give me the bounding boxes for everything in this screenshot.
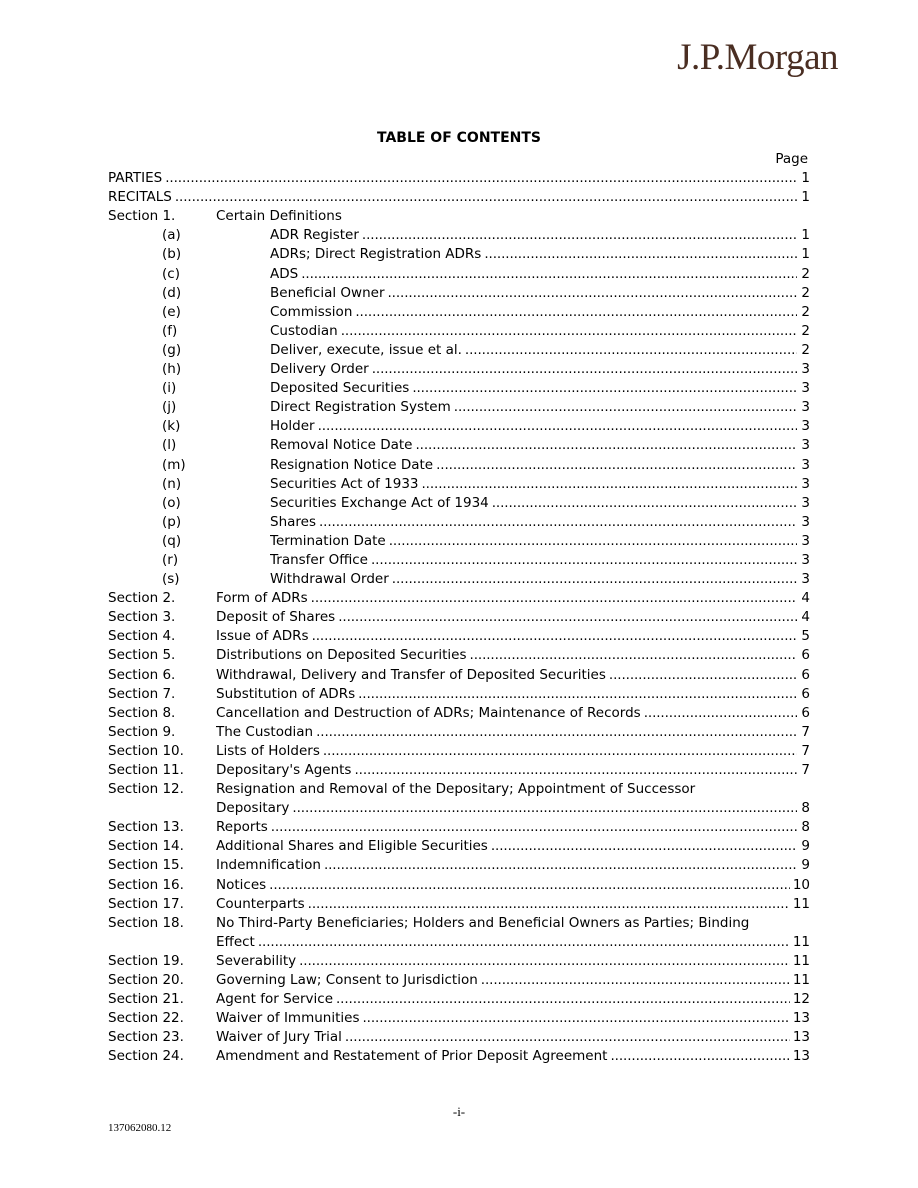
toc-row bbox=[108, 799, 810, 818]
toc-row bbox=[108, 494, 810, 513]
page-number: 2 bbox=[801, 303, 810, 320]
toc-row bbox=[108, 207, 810, 226]
entry-title: Waiver of Immunities bbox=[216, 1010, 360, 1027]
toc-row bbox=[108, 1009, 810, 1028]
entry-title: Severability bbox=[216, 952, 297, 969]
toc-entry-line bbox=[216, 742, 810, 761]
dot-leader bbox=[422, 475, 798, 494]
page-number: 2 bbox=[801, 341, 810, 358]
definition-letter: (c) bbox=[162, 265, 180, 282]
page-number: 2 bbox=[801, 322, 810, 339]
toc-row bbox=[108, 417, 810, 436]
section-number: Section 19. bbox=[108, 952, 184, 969]
dot-leader bbox=[644, 704, 797, 723]
toc-row bbox=[108, 303, 810, 322]
entry-title: Delivery Order bbox=[270, 361, 369, 378]
dot-leader bbox=[412, 379, 797, 398]
toc-row bbox=[108, 761, 810, 780]
entry-title: Waiver of Jury Trial bbox=[216, 1029, 342, 1046]
entry-title: Custodian bbox=[270, 322, 338, 339]
toc-entry-line bbox=[270, 245, 810, 264]
dot-leader bbox=[323, 742, 797, 761]
dot-leader bbox=[345, 1028, 790, 1047]
page-number: 11 bbox=[792, 972, 810, 989]
toc-row bbox=[108, 723, 810, 742]
entry-title: Transfer Office bbox=[270, 551, 368, 568]
definition-letter: (k) bbox=[162, 418, 181, 435]
section-title-line1: Resignation and Removal of the Depositary; Appointment of Successor bbox=[216, 781, 696, 798]
toc-entry-line bbox=[216, 876, 810, 895]
section-number: Section 17. bbox=[108, 895, 184, 912]
toc-entry-line bbox=[270, 284, 810, 303]
entry-title: Beneficial Owner bbox=[270, 284, 385, 301]
toc-entry-line bbox=[270, 379, 810, 398]
entry-title: ADRs; Direct Registration ADRs bbox=[270, 246, 482, 263]
toc-row bbox=[108, 933, 810, 952]
page-number: 1 bbox=[801, 227, 810, 244]
toc-row bbox=[108, 341, 810, 360]
toc-entry-line bbox=[216, 837, 810, 856]
dot-leader bbox=[481, 971, 790, 990]
toc-entry-line bbox=[216, 761, 810, 780]
toc-row bbox=[108, 742, 810, 761]
page-number: 9 bbox=[801, 838, 810, 855]
definition-letter: (q) bbox=[162, 532, 182, 549]
entry-title: Notices bbox=[216, 876, 267, 893]
toc-entry-line bbox=[270, 417, 810, 436]
toc-entry-line bbox=[216, 952, 810, 971]
dot-leader bbox=[292, 799, 797, 818]
page-number: 6 bbox=[801, 685, 810, 702]
entry-title: Securities Exchange Act of 1934 bbox=[270, 494, 489, 511]
toc-entry-line bbox=[216, 608, 810, 627]
toc-entry-line bbox=[270, 398, 810, 417]
toc-row bbox=[108, 322, 810, 341]
dot-leader bbox=[271, 818, 797, 837]
page-number: 3 bbox=[801, 494, 810, 511]
definition-letter: (n) bbox=[162, 475, 182, 492]
toc-row bbox=[108, 837, 810, 856]
page-number: 6 bbox=[801, 704, 810, 721]
dot-leader bbox=[336, 990, 790, 1009]
section-number: Section 23. bbox=[108, 1029, 184, 1046]
toc-row bbox=[108, 532, 810, 551]
definition-letter: (m) bbox=[162, 456, 186, 473]
page-number: 3 bbox=[801, 399, 810, 416]
page-number: 8 bbox=[801, 819, 810, 836]
page-number: 11 bbox=[792, 933, 810, 950]
page-number: 1 bbox=[801, 170, 810, 187]
jpmorgan-logo: J.P.Morgan bbox=[677, 37, 838, 78]
toc-row bbox=[108, 704, 810, 723]
toc-entry-line bbox=[216, 1047, 810, 1066]
page-number: 2 bbox=[801, 284, 810, 301]
dot-leader bbox=[389, 532, 797, 551]
entry-title: The Custodian bbox=[216, 723, 314, 740]
dot-leader bbox=[338, 608, 797, 627]
toc-row bbox=[108, 666, 810, 685]
toc-entry-line bbox=[216, 685, 810, 704]
section-title-line1: No Third-Party Beneficiaries; Holders and Beneficial Owners as Parties; Binding bbox=[216, 914, 750, 931]
toc-entry-line bbox=[270, 265, 810, 284]
entry-title: Resignation Notice Date bbox=[270, 456, 434, 473]
toc-row bbox=[108, 627, 810, 646]
dot-leader bbox=[312, 627, 797, 646]
entry-title: Depositary's Agents bbox=[216, 762, 352, 778]
section-number: Section 7. bbox=[108, 685, 176, 702]
page-number: 2 bbox=[801, 265, 810, 282]
toc-entry-line bbox=[270, 303, 810, 322]
page-number: 7 bbox=[801, 742, 810, 759]
page-number: 3 bbox=[801, 380, 810, 397]
dot-leader bbox=[465, 341, 797, 360]
dot-leader bbox=[165, 169, 797, 188]
section-number: Section 8. bbox=[108, 704, 176, 721]
toc-row bbox=[108, 245, 810, 264]
page-number: 3 bbox=[801, 475, 810, 492]
dot-leader bbox=[258, 933, 790, 952]
dot-leader bbox=[362, 226, 797, 245]
entry-title: Governing Law; Consent to Jurisdiction bbox=[216, 972, 478, 989]
page-number: 3 bbox=[801, 361, 810, 378]
toc-entry-line bbox=[270, 226, 810, 245]
dot-leader bbox=[299, 952, 790, 971]
definition-letter: (j) bbox=[162, 399, 177, 416]
entry-title: Issue of ADRs bbox=[216, 628, 309, 645]
toc-entry-line bbox=[216, 589, 810, 608]
section-number: Section 9. bbox=[108, 723, 176, 740]
page-number: 13 bbox=[792, 1048, 810, 1065]
entry-title: Removal Notice Date bbox=[270, 437, 413, 454]
dot-leader bbox=[308, 895, 790, 914]
dot-leader bbox=[341, 322, 797, 341]
toc-row bbox=[108, 379, 810, 398]
toc-entry-line bbox=[216, 704, 810, 723]
toc-row bbox=[108, 551, 810, 570]
toc-row bbox=[108, 646, 810, 665]
entry-title: Securities Act of 1933 bbox=[270, 475, 419, 492]
toc-entry-line bbox=[216, 627, 810, 646]
toc-row bbox=[108, 360, 810, 379]
dot-leader bbox=[269, 876, 790, 895]
entry-title: PARTIES bbox=[108, 170, 163, 187]
toc-entry-line bbox=[270, 475, 810, 494]
page-number: 7 bbox=[801, 723, 810, 740]
definition-letter: (d) bbox=[162, 284, 182, 301]
toc-row bbox=[108, 895, 810, 914]
toc-entry-line bbox=[216, 856, 810, 875]
definition-letter: (h) bbox=[162, 361, 182, 378]
section-number: Section 21. bbox=[108, 991, 184, 1008]
toc-row bbox=[108, 188, 810, 207]
entry-title: Shares bbox=[270, 513, 316, 530]
dot-leader bbox=[358, 685, 797, 704]
toc-entry-line bbox=[216, 666, 810, 685]
page-number: 4 bbox=[801, 609, 810, 626]
section-number: Section 20. bbox=[108, 972, 184, 989]
page-number: 3 bbox=[801, 532, 810, 549]
toc-entry-line bbox=[216, 646, 810, 665]
toc-body bbox=[108, 169, 810, 1066]
page-number: 13 bbox=[792, 1029, 810, 1046]
toc-entry-line bbox=[216, 818, 810, 837]
page-number: 8 bbox=[801, 800, 810, 817]
page-column-header: Page bbox=[775, 151, 808, 167]
page-number: 3 bbox=[801, 513, 810, 530]
toc-row bbox=[108, 608, 810, 627]
toc-row bbox=[108, 1047, 810, 1066]
page-number: 3 bbox=[801, 437, 810, 454]
entry-title: Withdrawal Order bbox=[270, 571, 389, 588]
entry-title: Counterparts bbox=[216, 895, 305, 912]
definition-letter: (r) bbox=[162, 551, 179, 568]
entry-title: Depositary bbox=[216, 800, 290, 817]
document-id: 137062080.12 bbox=[108, 1122, 172, 1134]
definition-letter: (b) bbox=[162, 246, 182, 263]
dot-leader bbox=[324, 856, 797, 875]
definition-letter: (l) bbox=[162, 437, 177, 454]
dot-leader bbox=[610, 1047, 789, 1066]
dot-leader bbox=[436, 456, 797, 475]
toc-entry-line bbox=[270, 532, 810, 551]
dot-leader bbox=[470, 646, 797, 665]
definition-letter: (f) bbox=[162, 322, 178, 339]
dot-leader bbox=[609, 666, 797, 685]
toc-entry-line bbox=[270, 436, 810, 455]
toc-entry-line bbox=[216, 895, 810, 914]
toc-entry-line bbox=[270, 322, 810, 341]
toc-row bbox=[108, 685, 810, 704]
page-number: 6 bbox=[801, 647, 810, 664]
page-number: 11 bbox=[792, 895, 810, 912]
definition-letter: (p) bbox=[162, 513, 182, 530]
entry-title: Commission bbox=[270, 303, 353, 320]
toc-entry-line bbox=[216, 933, 810, 952]
dot-leader bbox=[371, 551, 797, 570]
definition-letter: (e) bbox=[162, 303, 181, 320]
toc-row bbox=[108, 914, 810, 933]
toc-entry-line bbox=[216, 990, 810, 1009]
toc-row bbox=[108, 818, 810, 837]
toc-entry-line bbox=[270, 360, 810, 379]
section-number: Section 12. bbox=[108, 781, 184, 798]
entry-title: Cancellation and Destruction of ADRs; Maintenance of Records bbox=[216, 704, 641, 721]
entry-title: Lists of Holders bbox=[216, 742, 320, 759]
toc-row bbox=[108, 169, 810, 188]
entry-title: Deposit of Shares bbox=[216, 609, 336, 626]
toc-row bbox=[108, 284, 810, 303]
toc-row bbox=[108, 513, 810, 532]
toc-entry-line bbox=[216, 971, 810, 990]
entry-title: Form of ADRs bbox=[216, 590, 308, 607]
table-of-contents bbox=[108, 150, 810, 1067]
toc-row bbox=[108, 971, 810, 990]
definition-letter: (i) bbox=[162, 380, 177, 397]
toc-row bbox=[108, 1028, 810, 1047]
entry-title: Deliver, execute, issue et al. bbox=[270, 341, 462, 358]
page-number: 4 bbox=[801, 590, 810, 607]
dot-leader bbox=[318, 417, 797, 436]
section-number: Section 13. bbox=[108, 819, 184, 836]
dot-leader bbox=[388, 284, 798, 303]
toc-row bbox=[108, 265, 810, 284]
dot-leader bbox=[319, 513, 797, 532]
section-number: Section 10. bbox=[108, 742, 184, 759]
dot-leader bbox=[415, 436, 797, 455]
page-number: 9 bbox=[801, 857, 810, 874]
page-number: 7 bbox=[801, 762, 810, 778]
toc-entry-line bbox=[108, 188, 810, 207]
entry-title: Holder bbox=[270, 418, 315, 435]
definition-letter: (g) bbox=[162, 341, 182, 358]
entry-title: ADR Register bbox=[270, 227, 359, 244]
toc-entry-line bbox=[216, 1009, 810, 1028]
section-number: Section 4. bbox=[108, 628, 176, 645]
section-number: Section 15. bbox=[108, 857, 184, 874]
page-number: 10 bbox=[792, 876, 810, 893]
page-number: 3 bbox=[801, 418, 810, 435]
toc-entry-line bbox=[216, 1028, 810, 1047]
page-number: 13 bbox=[792, 1010, 810, 1027]
toc-row bbox=[108, 398, 810, 417]
toc-row bbox=[108, 456, 810, 475]
dot-leader bbox=[311, 589, 797, 608]
toc-row bbox=[108, 589, 810, 608]
toc-row bbox=[108, 856, 810, 875]
page-number: 3 bbox=[801, 456, 810, 473]
toc-row bbox=[108, 570, 810, 589]
section-number: Section 14. bbox=[108, 838, 184, 855]
section-number: Section 16. bbox=[108, 876, 184, 893]
toc-row bbox=[108, 475, 810, 494]
toc-entry-line bbox=[270, 494, 810, 513]
page-number: 12 bbox=[792, 991, 810, 1008]
toc-row bbox=[108, 952, 810, 971]
toc-title: TABLE OF CONTENTS bbox=[376, 130, 542, 146]
entry-title: ADS bbox=[270, 265, 299, 282]
dot-leader bbox=[355, 303, 797, 322]
entry-title: Deposited Securities bbox=[270, 380, 410, 397]
toc-entry-line bbox=[108, 169, 810, 188]
page-number: 6 bbox=[801, 666, 810, 683]
section-number: Section 6. bbox=[108, 666, 176, 683]
entry-title: Termination Date bbox=[270, 532, 386, 549]
section-number: Section 22. bbox=[108, 1010, 184, 1027]
entry-title: Substitution of ADRs bbox=[216, 685, 356, 702]
entry-title: Reports bbox=[216, 819, 268, 836]
entry-title: Effect bbox=[216, 933, 255, 950]
toc-row bbox=[108, 876, 810, 895]
definition-letter: (a) bbox=[162, 227, 181, 244]
entry-title: Indemnification bbox=[216, 857, 321, 874]
page-number: 3 bbox=[801, 571, 810, 588]
page-number: 1 bbox=[801, 246, 810, 263]
dot-leader bbox=[362, 1009, 789, 1028]
entry-title: Withdrawal, Delivery and Transfer of Deposited Securities bbox=[216, 666, 606, 683]
entry-title: Amendment and Restatement of Prior Deposit Agreement bbox=[216, 1048, 608, 1065]
entry-title: Additional Shares and Eligible Securities bbox=[216, 838, 488, 855]
page-number: 3 bbox=[801, 551, 810, 568]
section-number: Section 11. bbox=[108, 762, 184, 778]
section-number: Section 3. bbox=[108, 609, 176, 626]
section-title: Certain Definitions bbox=[216, 208, 342, 225]
definition-letter: (s) bbox=[162, 571, 180, 588]
dot-leader bbox=[354, 761, 797, 780]
section-number: Section 5. bbox=[108, 647, 176, 664]
toc-entry-line bbox=[216, 799, 810, 818]
footer-page-number: -i- bbox=[452, 1104, 466, 1119]
definition-letter: (o) bbox=[162, 494, 181, 511]
toc-entry-line bbox=[270, 341, 810, 360]
section-number: Section 24. bbox=[108, 1048, 184, 1065]
toc-entry-line bbox=[270, 551, 810, 570]
toc-row bbox=[108, 780, 810, 799]
entry-title: RECITALS bbox=[108, 189, 172, 206]
section-number: Section 1. bbox=[108, 208, 176, 225]
toc-entry-line bbox=[270, 456, 810, 475]
section-number: Section 2. bbox=[108, 590, 176, 607]
toc-entry-line bbox=[216, 723, 810, 742]
toc-row bbox=[108, 990, 810, 1009]
entry-title: Distributions on Deposited Securities bbox=[216, 647, 467, 664]
page-number: 11 bbox=[792, 952, 810, 969]
page-number: 5 bbox=[801, 628, 810, 645]
dot-leader bbox=[372, 360, 797, 379]
toc-entry-line bbox=[270, 570, 810, 589]
entry-title: Agent for Service bbox=[216, 991, 333, 1008]
dot-leader bbox=[316, 723, 797, 742]
toc-entry-line bbox=[270, 513, 810, 532]
toc-row bbox=[108, 226, 810, 245]
dot-leader bbox=[454, 398, 797, 417]
entry-title: Direct Registration System bbox=[270, 399, 451, 416]
dot-leader bbox=[492, 494, 797, 513]
section-number: Section 18. bbox=[108, 914, 184, 931]
dot-leader bbox=[175, 188, 797, 207]
page-number: 1 bbox=[801, 189, 810, 206]
toc-row bbox=[108, 436, 810, 455]
dot-leader bbox=[301, 265, 797, 284]
dot-leader bbox=[392, 570, 797, 589]
dot-leader bbox=[491, 837, 797, 856]
dot-leader bbox=[484, 245, 797, 264]
